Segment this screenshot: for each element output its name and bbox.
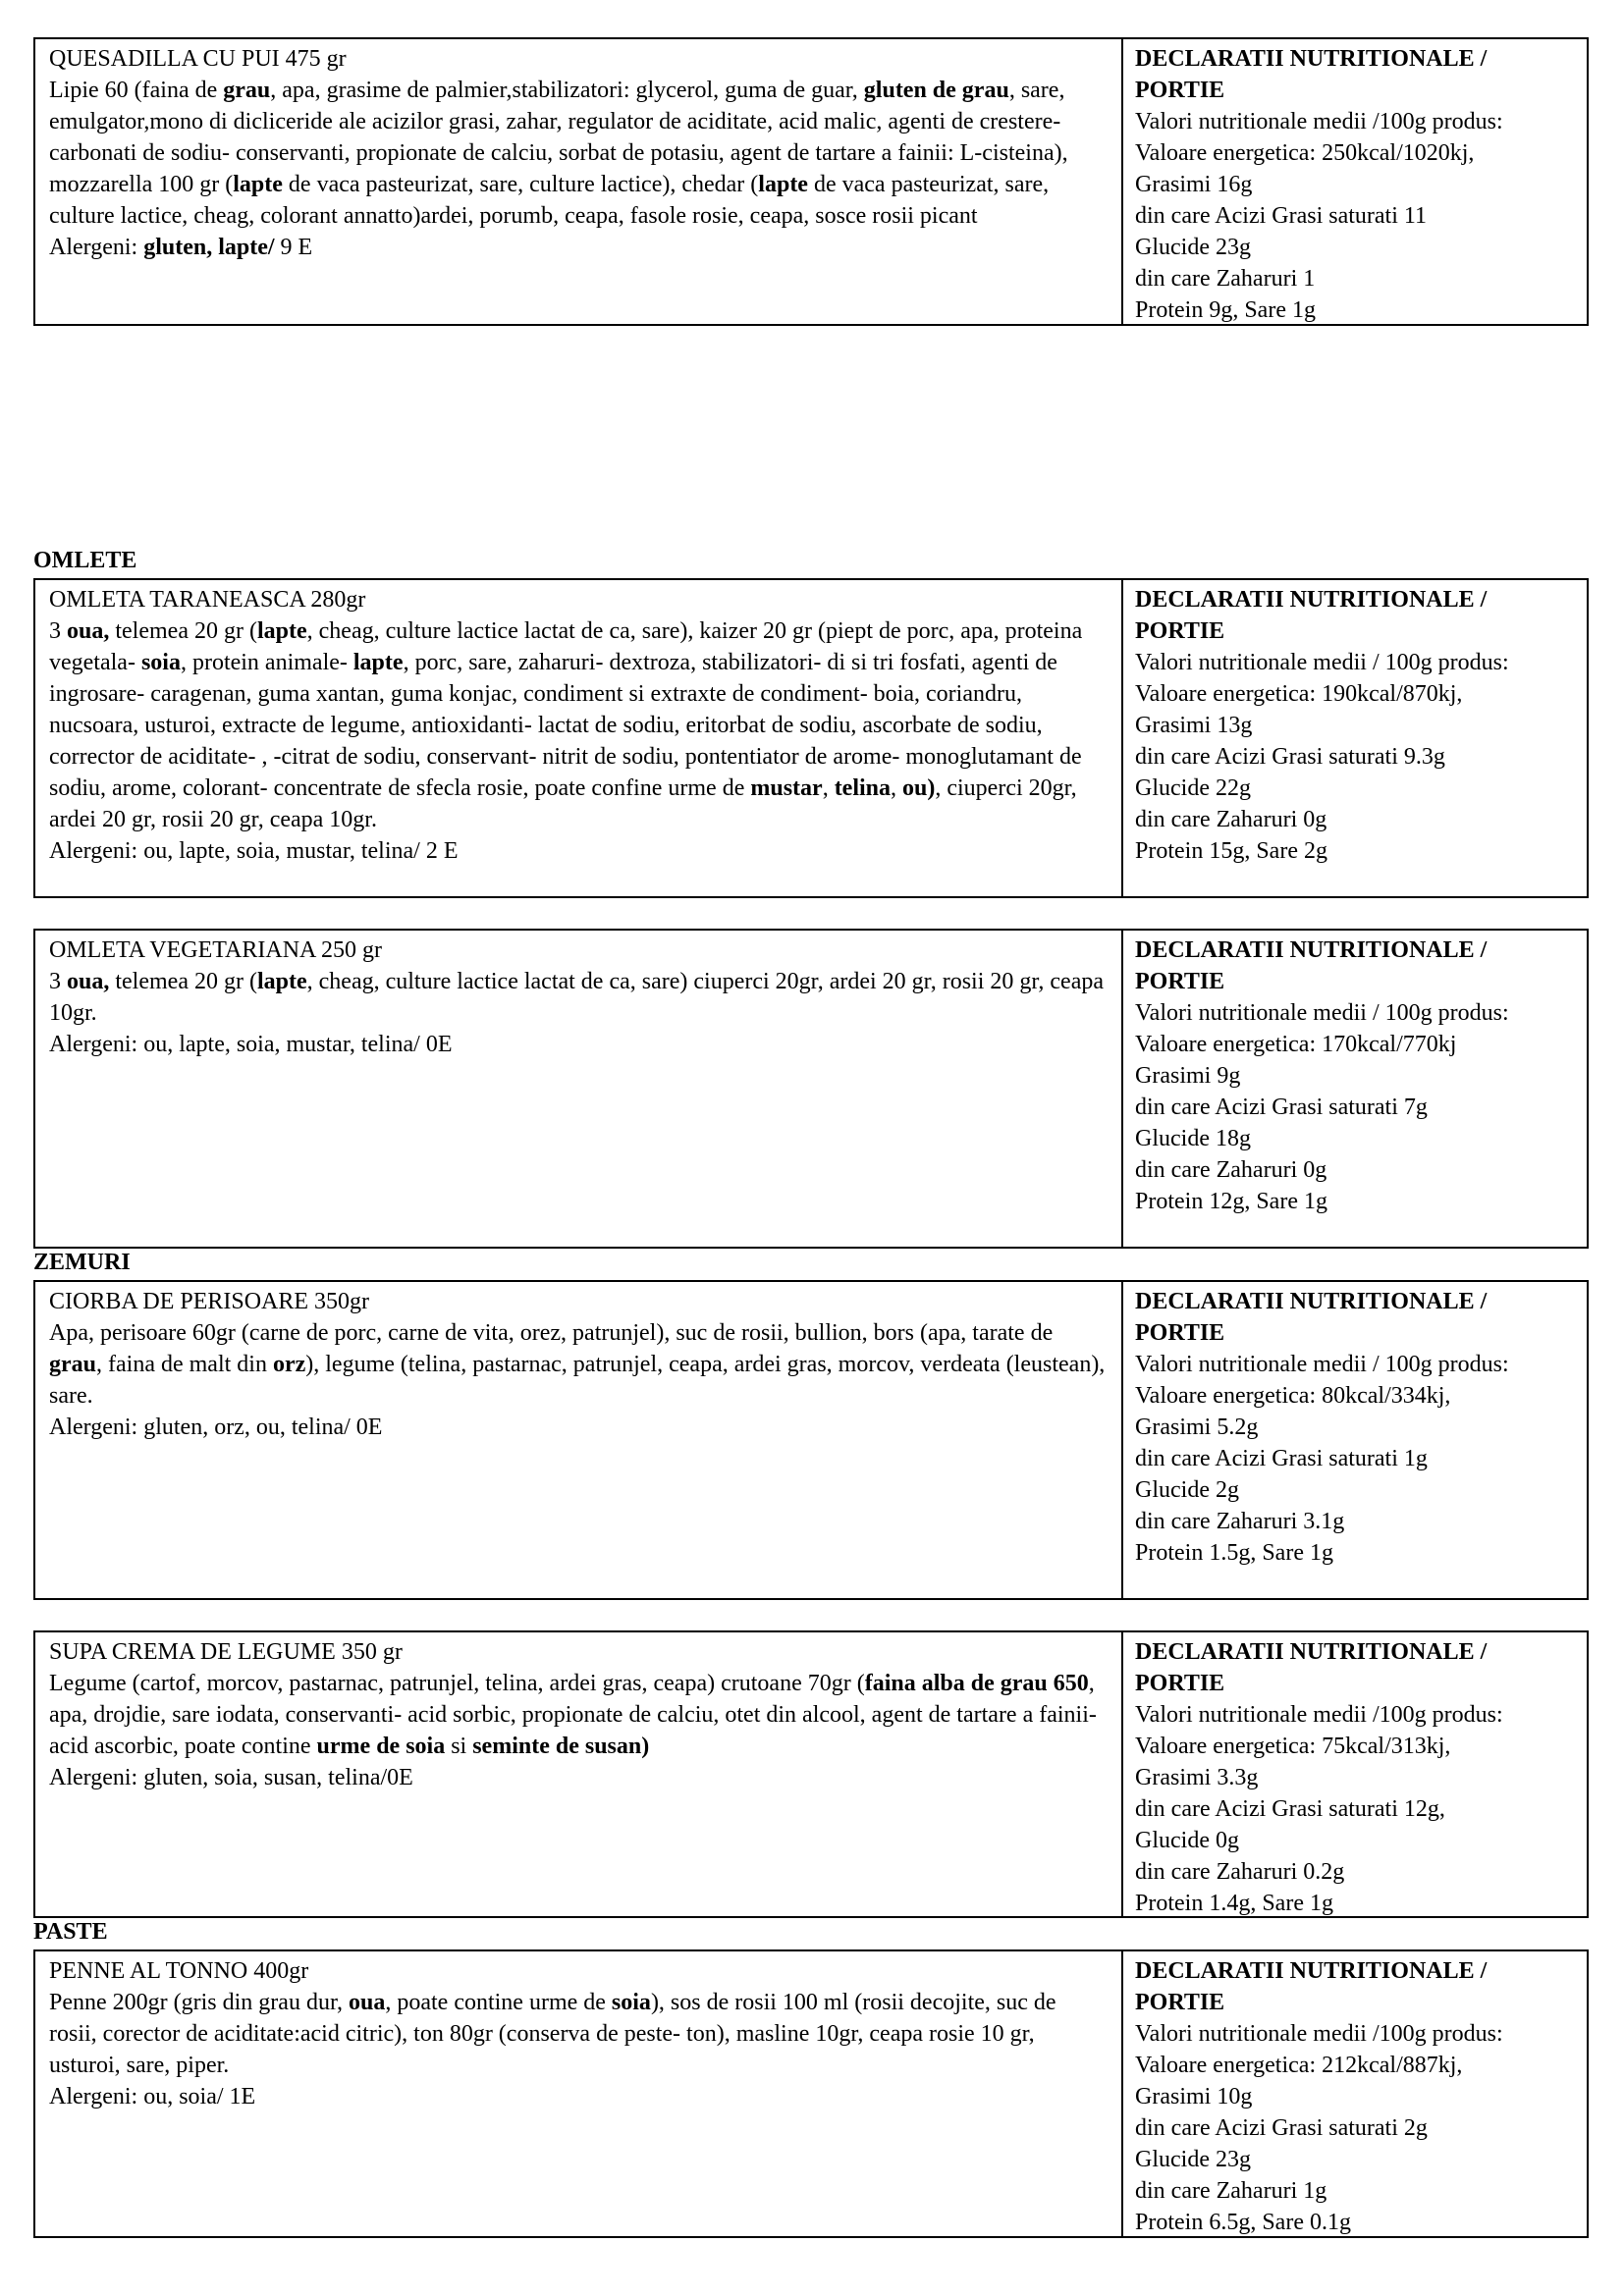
text-run: de vaca pasteurizat, sare, culture lactice, cheag, colorant annatto)ardei, porumb, ceapa, fasole rosie, ceapa, sosce rosii picant [49,172,1050,229]
nutrition-line: Valori nutritionale medii / 100g produs: [1135,1352,1509,1377]
product-title: SUPA CREMA DE LEGUME 350 gr [49,1639,403,1665]
text-run: , porc, sare, zaharuri- dextroza, stabilizatori- di si tri fosfati, agenti de ingrosare- caragenan, guma xantan, guma konjac, condiment si extraxte de condiment- boia, coriandru, nucsoara, usturoi, extracte de legume, antioxidanti- lactat de sodiu, eritorbat de sodiu, ascorbate de sodiu, corrector de aciditate- , -citrat de sodiu, conservant- nitrit de sodiu, pontentiator de arome- monoglutamant de sodiu, arome, colorant- concentrate de sfecla rosie, poate confine urme de [49,650,1082,801]
allergen-highlight: telina [834,775,892,801]
ingredients-text [49,966,1108,1029]
text-run: , sare, emulgator,mono di dicliceride ale acizilor grasi, zahar, regulator de aciditate, acid malic, agenti de crestere-carbonati de sodiu- conservanti, propionate de calciu, sorbat de potasiu, agent de tartare a fainii: L-cisteina), mozzarella 100 gr ( [49,78,1068,197]
allergens-text [49,835,1108,867]
ingredients-column [35,931,1123,1247]
text-run: , [822,775,835,801]
product-title: CIORBA DE PERISOARE 350gr [49,1289,370,1314]
nutrition-line: Valori nutritionale medii /100g produs: [1135,1702,1503,1728]
text-run: Alergeni: ou, lapte, soia, mustar, telina/ 2 E [49,838,459,864]
nutrition-line: Grasimi 5.2g [1135,1415,1259,1440]
nutrition-line: Valori nutritionale medii /100g produs: [1135,109,1503,134]
allergen-highlight: faina alba de grau 650 [864,1671,1089,1696]
allergen-highlight: grau [49,1352,96,1377]
nutrition-line: din care Acizi Grasi saturati 2g [1135,2115,1428,2141]
allergen-highlight: gluten, lapte/ [143,235,275,260]
product-title: QUESADILLA CU PUI 475 gr [49,46,347,72]
text-run: Lipie 60 (faina de [49,78,224,103]
text-run: Alergeni: gluten, orz, ou, telina/ 0E [49,1415,383,1440]
nutrition-line: din care Zaharuri 0g [1135,1157,1327,1183]
nutrition-line: din care Zaharuri 1 [1135,266,1316,292]
nutrition-line: Grasimi 3.3g [1135,1765,1259,1790]
allergen-highlight: oua [348,1990,386,2015]
ingredients-column [35,1282,1123,1598]
nutrition-header: DECLARATII NUTRITIONALE / PORTIE [1135,46,1488,103]
nutrition-line: din care Acizi Grasi saturati 7g [1135,1095,1428,1120]
product-title: OMLETA TARANEASCA 280gr [49,587,366,613]
text-run: , cheag, culture lactice lactat de ca, sare), kaizer 20 gr (piept de porc, apa, proteina vegetala- [49,618,1083,675]
nutrition-line: Valoare energetica: 190kcal/870kj, [1135,681,1463,707]
allergen-highlight: seminte de susan) [472,1734,650,1759]
text-run: , ciuperci 20gr, ardei 20 gr, rosii 20 gr, ceapa 10gr. [49,775,1077,832]
text-run: Apa, perisoare 60gr (carne de porc, carne de vita, orez, patrunjel), suc de rosii, bullion, bors (apa, tarate de [49,1320,1054,1346]
product-title: PENNE AL TONNO 400gr [49,1958,309,1984]
text-run: , faina de malt din [96,1352,273,1377]
allergen-highlight: gluten de grau [863,78,1009,103]
section-title-paste: PASTE [33,1919,108,1945]
product-box-omleta-taraneasca [33,578,1589,898]
product-box-ciorba-perisoare [33,1280,1589,1600]
nutrition-column [1123,1282,1587,1598]
nutrition-header: DECLARATII NUTRITIONALE / PORTIE [1135,1958,1488,2015]
nutrition-line: Protein 12g, Sare 1g [1135,1189,1327,1214]
text-run: de vaca pasteurizat, sare, culture lactice), chedar ( [282,172,759,197]
nutrition-line: Valoare energetica: 170kcal/770kj [1135,1032,1457,1057]
nutrition-column [1123,1632,1587,1916]
nutrition-line: Valoare energetica: 80kcal/334kj, [1135,1383,1451,1409]
allergens-text [49,2081,1108,2112]
section-title-zemuri: ZEMURI [33,1250,131,1275]
text-run: , poate contine urme de [385,1990,612,2015]
nutrition-line: Valori nutritionale medii / 100g produs: [1135,1000,1509,1026]
nutrition-line: din care Acizi Grasi saturati 11 [1135,203,1427,229]
product-title: OMLETA VEGETARIANA 250 gr [49,937,383,963]
nutrition-line: Protein 9g, Sare 1g [1135,297,1316,323]
nutrition-line: Grasimi 13g [1135,713,1253,738]
text-run: telemea 20 gr ( [109,969,257,994]
nutrition-column [1123,1951,1587,2236]
nutrition-line: Protein 1.4g, Sare 1g [1135,1891,1333,1916]
allergen-highlight: oua, [67,618,110,644]
ingredients-text [49,1987,1108,2081]
nutrition-line: Glucide 2g [1135,1477,1239,1503]
product-box-penne-tonno [33,1949,1589,2238]
nutrition-line: Grasimi 9g [1135,1063,1241,1089]
nutrition-line: din care Zaharuri 0.2g [1135,1859,1345,1885]
nutrition-line: Grasimi 16g [1135,172,1253,197]
nutrition-line: din care Zaharuri 0g [1135,807,1327,832]
nutrition-line: Glucide 23g [1135,2147,1251,2172]
text-run: si [445,1734,473,1759]
ingredients-column [35,39,1123,324]
ingredients-text [49,1317,1108,1412]
text-run: 9 E [274,235,313,260]
text-run: Penne 200gr (gris din grau dur, [49,1990,349,2015]
nutrition-line: Protein 15g, Sare 2g [1135,838,1327,864]
text-run: , apa, grasime de palmier,stabilizatori: glycerol, guma de guar, [270,78,864,103]
nutrition-line: Valori nutritionale medii / 100g produs: [1135,650,1509,675]
text-run: , apa, drojdie, sare iodata, conservanti- acid sorbic, propionate de calciu, otet din alcool, agent de tartare a fainii- acid ascorbic, poate contine [49,1671,1097,1759]
text-run: , [891,775,903,801]
allergen-highlight: urme de soia [316,1734,446,1759]
nutrition-line: Valoare energetica: 212kcal/887kj, [1135,2053,1463,2078]
nutrition-column [1123,580,1587,896]
nutrition-line: din care Acizi Grasi saturati 12g, [1135,1796,1445,1822]
section-title-omlete: OMLETE [33,548,137,573]
text-run: Alergeni: [49,235,144,260]
text-run: 3 [49,969,67,994]
allergens-text [49,1029,1108,1060]
nutrition-header: DECLARATII NUTRITIONALE / PORTIE [1135,1639,1488,1696]
nutrition-line: Grasimi 10g [1135,2084,1253,2109]
allergens-text [49,232,1108,263]
nutrition-column [1123,39,1587,324]
allergen-highlight: lapte [352,650,404,675]
allergen-highlight: oua, [67,969,110,994]
text-run: Alergeni: ou, soia/ 1E [49,2084,256,2109]
text-run: , protein animale- [180,650,353,675]
ingredients-column [35,580,1123,896]
allergen-highlight: lapte [233,172,283,197]
nutrition-line: Glucide 22g [1135,775,1251,801]
allergen-highlight: soia [140,650,181,675]
allergen-highlight: mustar [750,775,823,801]
product-box-quesadilla [33,37,1589,326]
nutrition-line: Protein 1.5g, Sare 1g [1135,1540,1333,1566]
text-run: Alergeni: ou, lapte, soia, mustar, telina/ 0E [49,1032,453,1057]
ingredients-text [49,1668,1108,1762]
nutrition-line: din care Zaharuri 3.1g [1135,1509,1345,1534]
nutrition-line: Protein 6.5g, Sare 0.1g [1135,2210,1351,2235]
allergen-highlight: grau [223,78,271,103]
text-run: telemea 20 gr ( [109,618,257,644]
allergen-highlight: ou) [902,775,936,801]
allergen-highlight: soia [611,1990,651,2015]
allergen-highlight: lapte [256,969,307,994]
allergens-text [49,1412,1108,1443]
text-run: Legume (cartof, morcov, pastarnac, patrunjel, telina, ardei gras, ceapa) crutoane 70gr ( [49,1671,865,1696]
nutrition-header: DECLARATII NUTRITIONALE / PORTIE [1135,937,1488,994]
ingredients-text [49,615,1108,835]
ingredients-column [35,1951,1123,2236]
nutrition-line: Glucide 18g [1135,1126,1251,1151]
nutrition-line: Valori nutritionale medii /100g produs: [1135,2021,1503,2047]
allergen-highlight: orz [272,1352,306,1377]
allergen-highlight: lapte [256,618,307,644]
nutrition-line: Glucide 0g [1135,1828,1239,1853]
text-run: 3 [49,618,67,644]
nutrition-column [1123,931,1587,1247]
nutrition-line: Valoare energetica: 250kcal/1020kj, [1135,140,1475,166]
nutrition-line: Valoare energetica: 75kcal/313kj, [1135,1734,1451,1759]
nutrition-line: din care Acizi Grasi saturati 9.3g [1135,744,1445,770]
nutrition-line: din care Zaharuri 1g [1135,2178,1327,2204]
text-run: ), legume (telina, pastarnac, patrunjel, ceapa, ardei gras, morcov, verdeata (leustean), sare. [49,1352,1106,1409]
product-box-supa-crema [33,1630,1589,1918]
ingredients-text [49,75,1108,232]
text-run: Alergeni: gluten, soia, susan, telina/0E [49,1765,413,1790]
nutrition-header: DECLARATII NUTRITIONALE / PORTIE [1135,587,1488,644]
product-box-omleta-vegetariana [33,929,1589,1249]
ingredients-column [35,1632,1123,1916]
nutrition-line: Glucide 23g [1135,235,1251,260]
nutrition-line: din care Acizi Grasi saturati 1g [1135,1446,1428,1471]
text-run: , cheag, culture lactice lactat de ca, sare) ciuperci 20gr, ardei 20 gr, rosii 20 gr, ceapa 10gr. [49,969,1105,1026]
allergens-text [49,1762,1108,1793]
allergen-highlight: lapte [758,172,808,197]
nutrition-header: DECLARATII NUTRITIONALE / PORTIE [1135,1289,1488,1346]
text-run: ), sos de rosii 100 ml (rosii decojite, suc de rosii, corector de aciditate:acid citric), ton 80gr (conserva de peste- ton), masline 10gr, ceapa rosie 10 gr, usturoi, sare, piper. [49,1990,1056,2078]
